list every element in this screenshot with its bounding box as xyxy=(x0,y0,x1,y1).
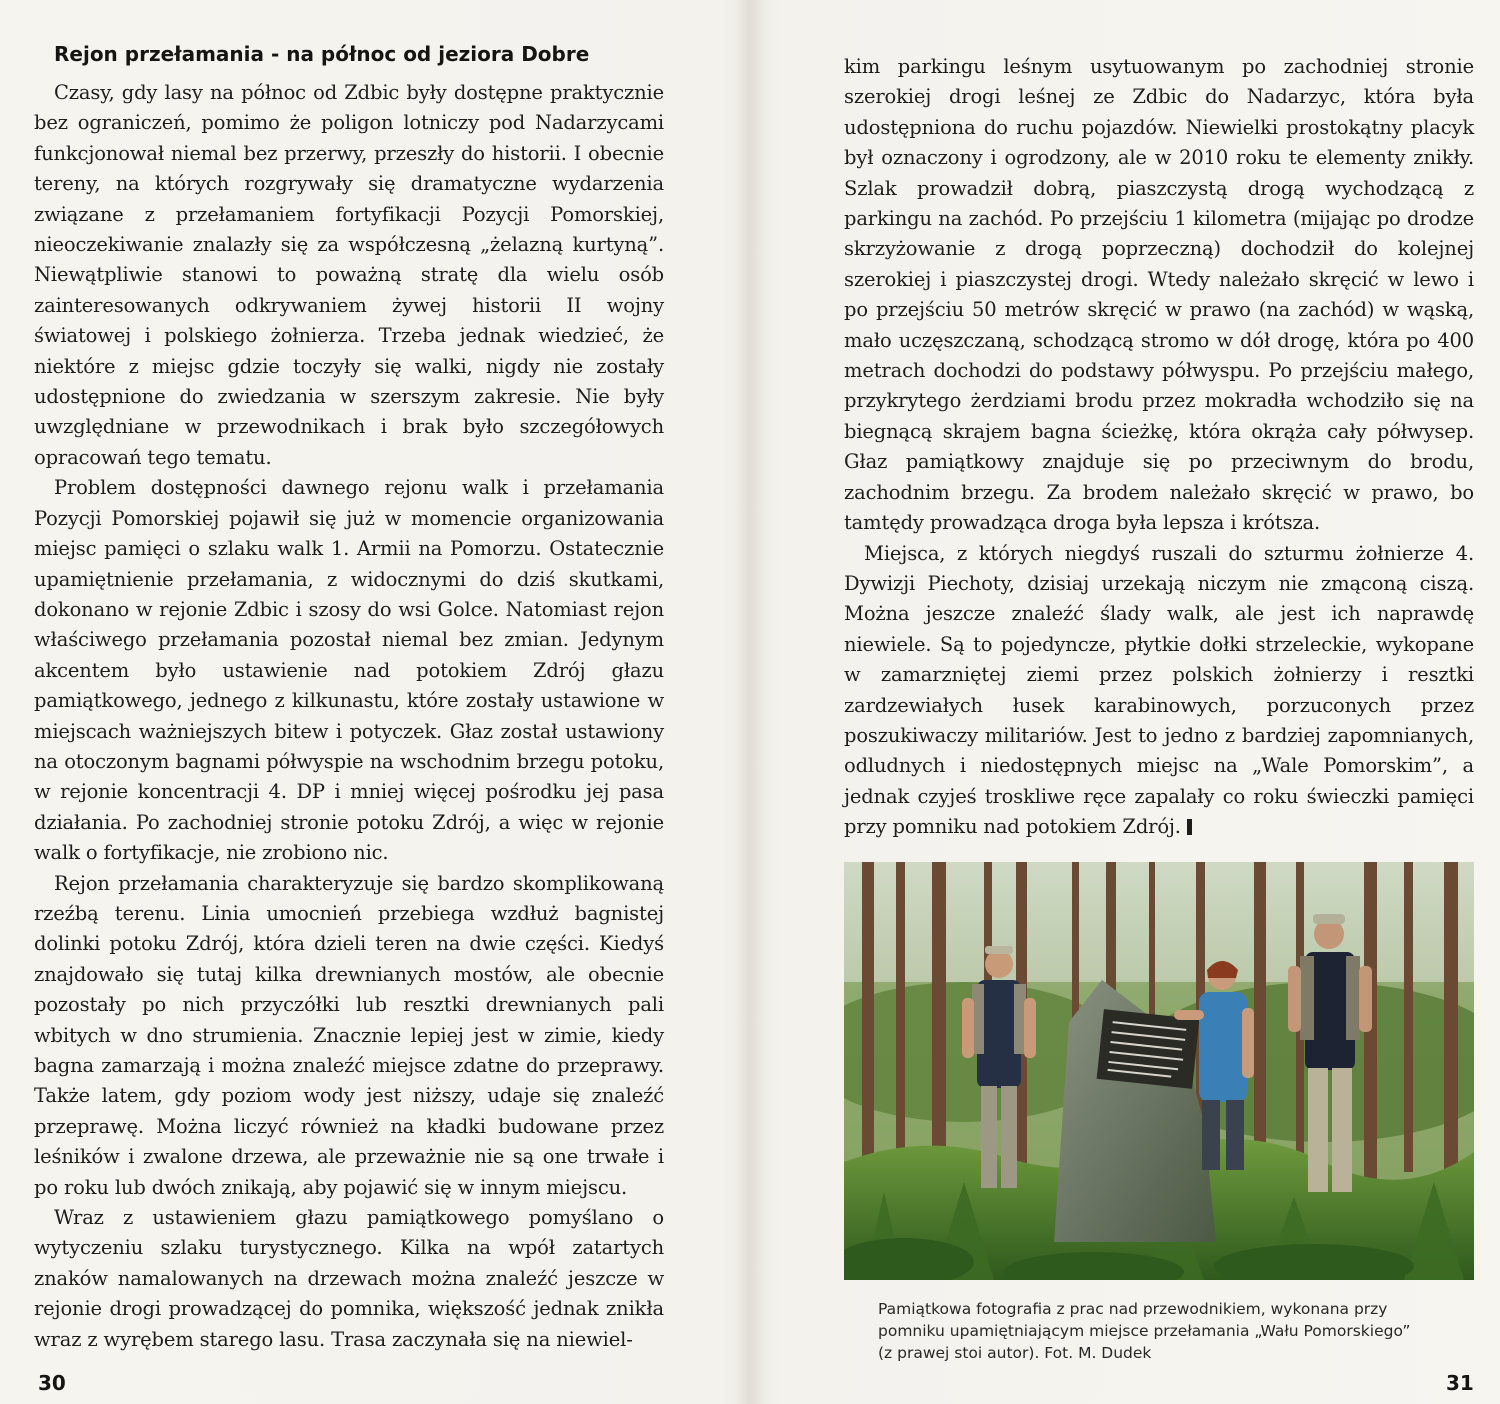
left-page xyxy=(0,0,740,1404)
page-number: 31 xyxy=(1446,1371,1474,1395)
paragraph: Czasy, gdy lasy na północ od Zdbic były dostępne praktycznie bez ograniczeń, pomimo że poligon lotniczy pod Nadarzycami funkcjonował niemal bez przerwy, przeszły do historii. I obecnie tereny, na których rozgrywały się dramatyczne wydarzenia związane z przełamaniem fortyfikacji Pozycji Pomorskiej, nieoczekiwanie znalazły się za współczesną „żelazną kurtyną”. Niewątpliwie stanowi to poważną stratę dla wielu osób zainteresowanych odkrywaniem żywej historii II wojny światowej i polskiego żołnierza. Trzeba jednak wiedzieć, że niektóre z miejsc gdzie toczyły się walki, nigdy nie zostały udostępnione do zwiedzania w szerszym zakresie. Nie były uwzględniane w przewodnikach i brak było szczegółowych opracowań tego tematu. xyxy=(34,81,664,469)
end-of-article-mark xyxy=(1187,819,1192,835)
photo-illustration xyxy=(844,862,1474,1280)
paragraph: Rejon przełamania charakteryzuje się bardzo skomplikowaną rzeźbą terenu. Linia umocnień przebiega wzdłuż bagnistej dolinki potoku Zdrój, która dzieli teren na dwie części. Kiedyś znajdowało się tutaj kilka drewnianych mostów, ale obecnie pozostały po nich przyczółki lub resztki drewnianych pali wbitych w dno strumienia. Znacznie lepiej jest w zimie, kiedy bagna zamarzają i można znaleźć miejsce zdatne do przeprawy. Także latem, gdy poziom wody jest niższy, udaje się znaleźć przeprawę. Można liczyć również na kładki budowane przez leśników i zwalone drzewa, ale przeważnie nie są one trwałe i po roku lub dwóch znikają, aby pojawić się w innym miejscu. xyxy=(34,871,664,1199)
paragraph: Problem dostępności dawnego rejonu walk i przełamania Pozycji Pomorskiej pojawił się już w momencie organizowania miejsc pamięci o szlaku walk 1. Armii na Pomorzu. Ostatecznie upamiętnienie przełamania, z widocznymi do dziś skutkami, dokonano w rejonie Zdbic i szosy do wsi Golce. Natomiast rejon właściwego przełamania pozostał niemal bez zmian. Jedynym akcentem było ustawienie nad potokiem Zdrój głazu pamiątkowego, jednego z kilkunastu, które zostały ustawione w miejscach ważniejszych bitew i potyczek. Głaz został ustawiony na otoczonym bagnami półwyspie na wschodnim brzegu potoku, w rejonie koncentracji 4. DP i mniej więcej pośrodku jej pasa działania. Po zachodniej stronie potoku Zdrój, a więc w rejonie walk o fortyfikacje, nie zrobiono nic. xyxy=(34,476,664,865)
paragraph-text: Miejsca, z których niegdyś ruszali do szturmu żołnierze 4. Dywizji Piechoty, dzisiaj urzekają niczym nie zmąconą ciszą. Można jeszcze znaleźć ślady walk, ale jest ich naprawdę niewiele. Są to pojedyncze, płytkie dołki strzeleckie, wykopane w zamarzniętej ziemi przez polskich żołnierzy i resztki zardzewiałych łusek karabinowych, porzuconych przez poszukiwaczy militariów. Jest to jedno z bardziej zapomnianych, odludnych i niedostępnych miejsc na „Wale Pomorskim”, a jednak czyjeś troskliwe ręce zapalały co roku świeczki pamięci przy pomniku nad potokiem Zdrój. xyxy=(844,541,1474,839)
caption-line: (z prawej stoi autor). Fot. M. Dudek xyxy=(878,1344,1152,1362)
photo-caption xyxy=(878,1298,1468,1364)
left-text-column xyxy=(34,78,664,1355)
paragraph: kim parkingu leśnym usytuowanym po zachodniej stronie szerokiej drogi leśnej ze Zdbic do Nadarzyc, która była udostępniona do ruchu pojazdów. Niewielki prostokątny placyk był oznaczony i ogrodzony, ale w 2010 roku te elementy znikły. Szlak prowadził dobrą, piaszczystą drogą wychodzącą z parkingu na zachód. Po przejściu 1 kilometra (mijając po drodze skrzyżowanie z drogą poprzeczną) dochodził do kolejnej szerokiej i piaszczystej drogi. Wtedy należało skręcić w lewo i po przejściu 50 metrów skręcić w prawo (na zachód) w wąską, mało uczęszczaną, schodzącą stromo w dół drogę, która po 400 metrach dochodzi do podstawy półwyspu. Po przejściu małego, przykrytego żerdziami brodu przez mokradła wchodziło się na biegnącą skrajem bagna ścieżkę, która okrąża cały półwysep. Głaz pamiątkowy znajduje się po przeciwnym do brodu, zachodnim brzegu. Za brodem należało skręcić w prawo, bo tamtędy prowadząca droga była lepsza i krótsza. xyxy=(844,55,1474,535)
right-text-column xyxy=(844,52,1474,843)
memorial-photo xyxy=(844,862,1474,1280)
section-heading: Rejon przełamania - na północ od jeziora Dobre xyxy=(54,42,590,66)
caption-line: Pamiątkowa fotografia z prac nad przewodnikiem, wykonana przy xyxy=(878,1300,1388,1318)
paragraph: Wraz z ustawieniem głazu pamiątkowego pomyślano o wytyczeniu szlaku turystycznego. Kilka na wpół zatartych znaków namalowanych na drzewach można znaleźć jeszcze w rejonie drogi prowadzącej do pomnika, większość jednak znikła wraz z wyrębem starego lasu. Trasa zaczynała się na niewiel- xyxy=(34,1206,664,1351)
caption-line: pomniku upamiętniającym miejsce przełamania „Wału Pomorskiego” xyxy=(878,1322,1411,1340)
right-page xyxy=(760,0,1500,1404)
page-number: 30 xyxy=(38,1371,66,1395)
paragraph-final xyxy=(844,539,1474,843)
